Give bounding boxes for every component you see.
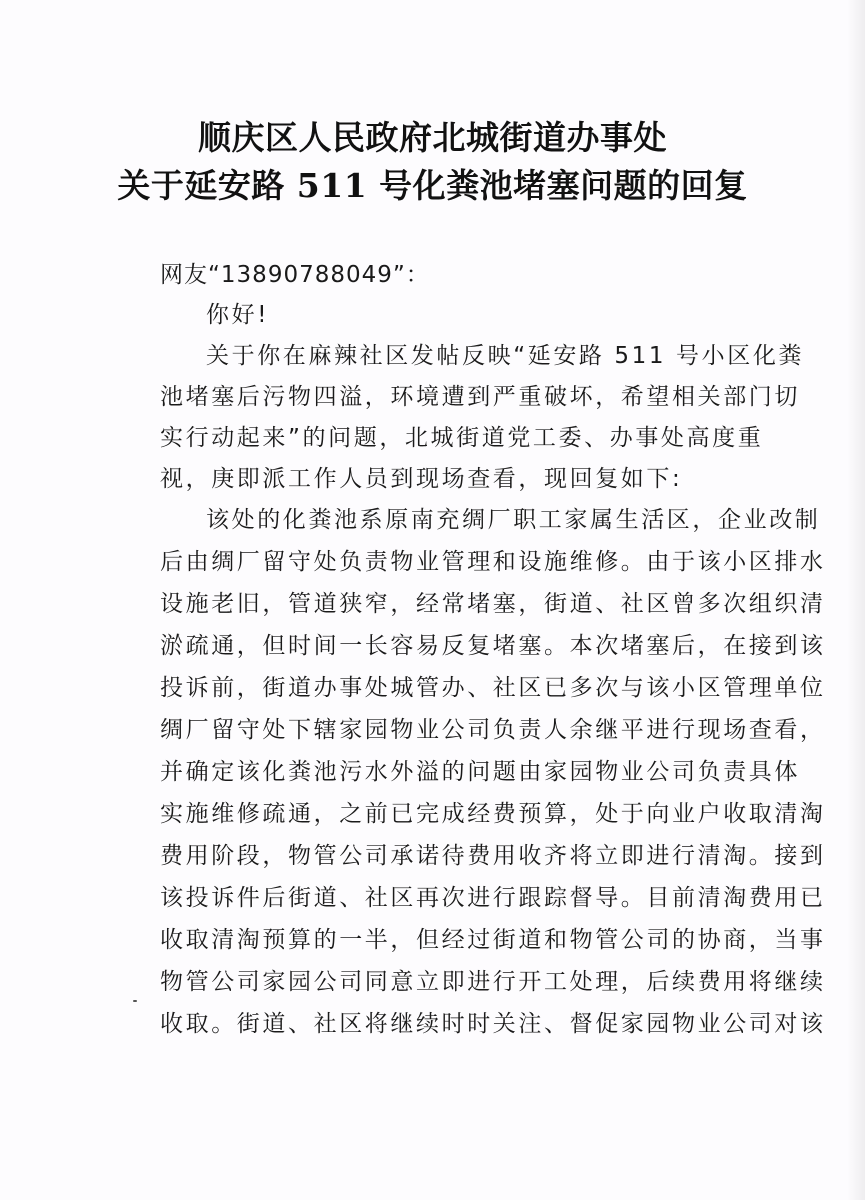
body-line: 投诉前，街道办事处城管办、社区已多次与该小区管理单位 [160, 675, 826, 701]
body-line: 收取。街道、社区将继续时时关注、督促家园物业公司对该 [160, 1011, 826, 1037]
body-line: 淤疏通，但时间一长容易反复堵塞。本次堵塞后，在接到该 [160, 633, 826, 659]
greeting-line: 你好! [206, 302, 270, 328]
body-line: 设施老旧，管道狭窄，经常堵塞，街道、社区曾多次组织清 [160, 591, 826, 617]
scan-speck [133, 1000, 137, 1002]
body-line: 并确定该化粪池污水外溢的问题由家园物业公司负责具体 [160, 759, 800, 785]
document-title-line-1: 顺庆区人民政府北城街道办事处 [198, 118, 667, 157]
body-line: 绸厂留守处下辖家园物业公司负责人余继平进行现场查看， [160, 717, 826, 743]
body-line: 视，庚即派工作人员到现场查看，现回复如下: [160, 466, 683, 492]
body-line: 该处的化粪池系原南充绸厂职工家属生活区，企业改制 [206, 507, 821, 533]
document-title-line-2: 关于延安路 511 号化粪池堵塞问题的回复 [117, 166, 748, 205]
addressee-line: 网友“13890788049”： [160, 262, 430, 288]
body-line: 该投诉件后街道、社区再次进行跟踪督导。目前清淘费用已 [160, 885, 826, 911]
body-line: 后由绸厂留守处负责物业管理和设施维修。由于该小区排水 [160, 549, 826, 575]
body-line: 物管公司家园公司同意立即进行开工处理，后续费用将继续 [160, 969, 826, 995]
body-line: 实行动起来”的问题，北城街道党工委、办事处高度重 [160, 425, 764, 451]
body-line: 关于你在麻辣社区发帖反映“延安路 511 号小区化粪 [206, 343, 805, 369]
body-line: 费用阶段，物管公司承诺待费用收齐将立即进行清淘。接到 [160, 843, 826, 869]
body-line: 池堵塞后污物四溢，环境遭到严重破坏，希望相关部门切 [160, 384, 800, 410]
body-line: 收取清淘预算的一半，但经过街道和物管公司的协商，当事 [160, 927, 826, 953]
body-line: 实施维修疏通，之前已完成经费预算，处于向业户收取清淘 [160, 801, 826, 827]
